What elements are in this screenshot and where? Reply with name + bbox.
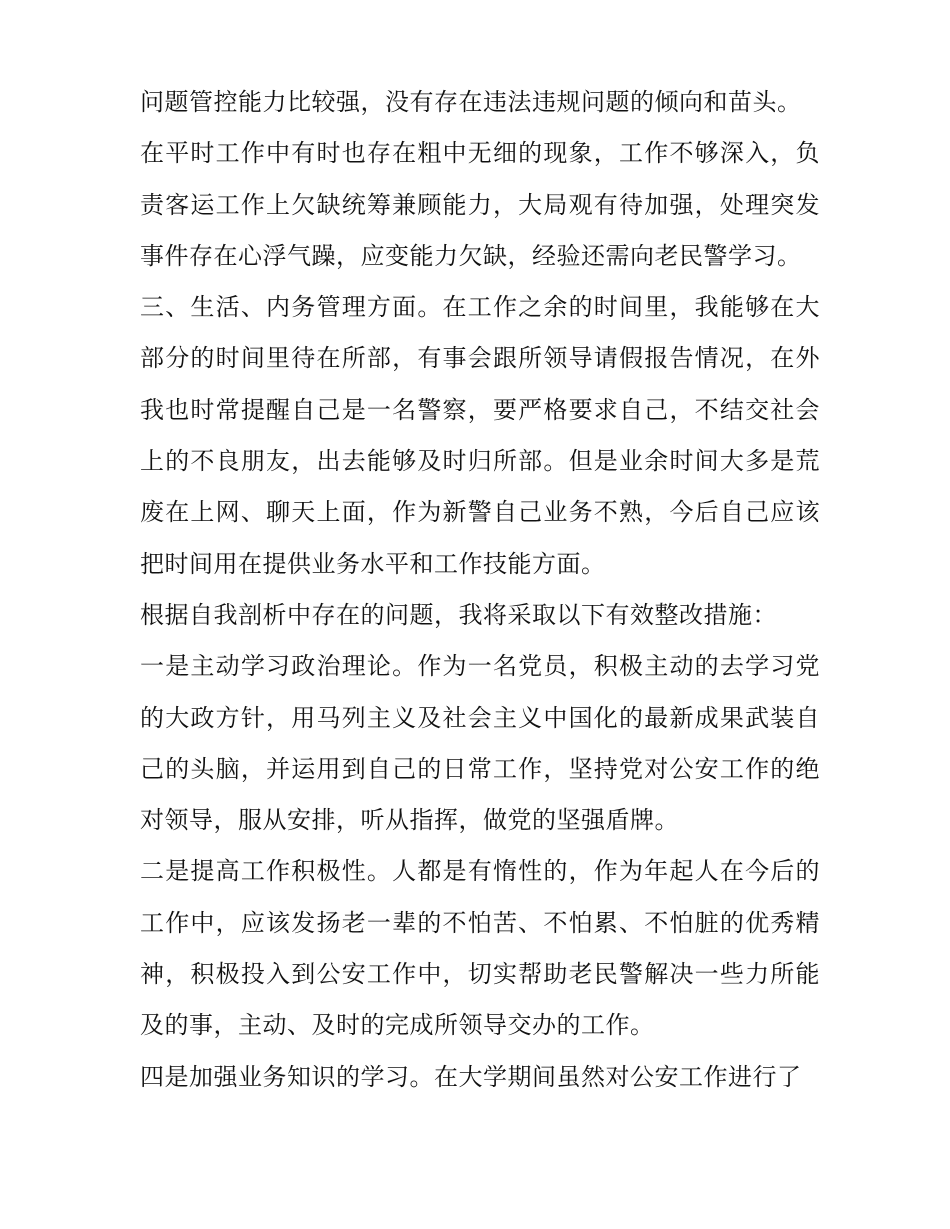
- paragraph-6: 二是提高工作积极性。人都是有惰性的，作为年起人在今后的工作中，应该发扬老一辈的不怕苦、不怕累、不怕脏的优秀精神，积极投入到公安工作中，切实帮助老民警解决一些力所能及的事，主动、及时的完成所领导交办的工作。: [140, 857, 820, 1040]
- paragraph-2: 在平时工作中有时也存在粗中无细的现象，工作不够深入，负责客运工作上欠缺统筹兼顾能力，大局观有待加强，处理突发事件存在心浮气躁，应变能力欠缺，经验还需向老民警学习。: [140, 139, 820, 270]
- paragraph-1: 问题管控能力比较强，没有存在违法违规问题的倾向和苗头。: [140, 88, 802, 116]
- paragraph-4: 根据自我剖析中存在的问题，我将采取以下有效整改措施：: [140, 600, 777, 629]
- paragraph-7: 四是加强业务知识的学习。在大学期间虽然对公安工作进行了: [140, 1062, 802, 1091]
- paragraph-3: 三、生活、内务管理方面。在工作之余的时间里，我能够在大部分的时间里待在所部，有事会跟所领导请假报告情况，在外我也时常提醒自己是一名警察，要严格要求自己，不结交社会上的不良朋友，出去能够及时归所部。但是业余时间大多是荒废在上网、聊天上面，作为新警自己业务不熟，今后自己应该把时间用在提供业务水平和工作技能方面。: [140, 293, 820, 578]
- paragraph-5: 一是主动学习政治理论。作为一名党员，积极主动的去学习党的大政方针，用马列主义及社会主义中国化的最新成果武装自己的头脑，并运用到自己的日常工作，坚持党对公安工作的绝对领导，服从安排，听从指挥，做党的坚强盾牌。: [140, 652, 820, 835]
- document-body: [140, 77, 820, 1103]
